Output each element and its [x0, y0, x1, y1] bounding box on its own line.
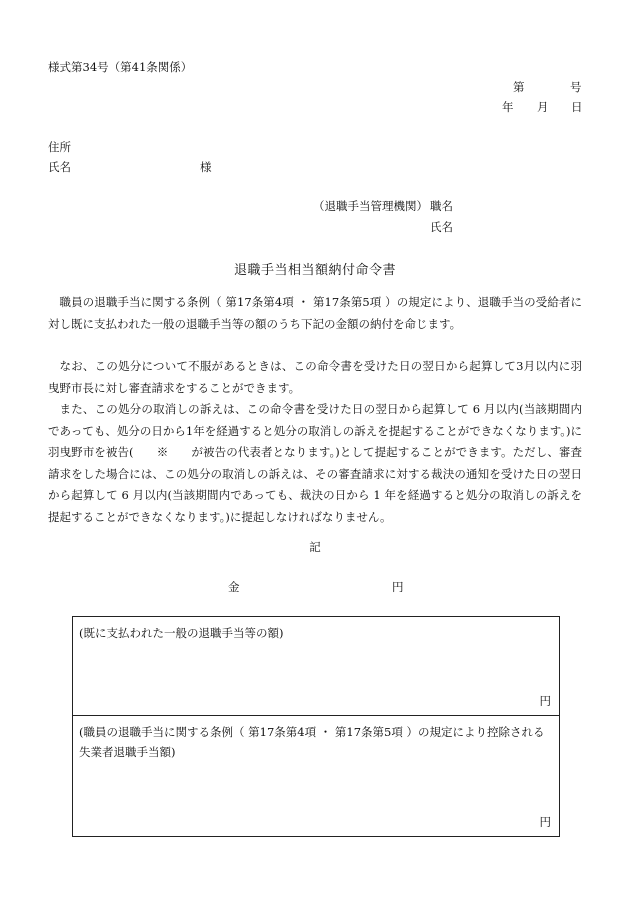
paid-amount-box	[72, 616, 560, 716]
document-title: 退職手当相当額納付命令書	[233, 263, 396, 278]
issuer-title-label: 職名	[430, 199, 453, 213]
paragraph-lawsuit: また、この処分の取消しの訴えは、この命令書を受けた日の翌日から起算して 6 月以内(当該期間内であっても、処分の日から1年を経過すると処分の取消しの訴えを提起することができなくなります。)に羽曳野市を被告( ※ が被告の代表者となります。)として提起することができます。ただし、審査請求をした場合には、この処分の取消しの訴えは、その審査請求に対する裁決の通知を受けた日の翌日から起算して 6 月以内(当該期間内であっても、裁決の日から 1 年を経過すると処分の取消しの訴えを提起することができなくなります。)に提起しなければなりません。	[48, 402, 583, 524]
number-prefix: 第	[513, 80, 525, 94]
amount-label: 金	[228, 580, 240, 594]
deducted-amount-label: (職員の退職手当に関する条例（ 第17条第4項 ・ 第17条第5項 ）の規定により控除される失業者退職手当額)	[79, 725, 545, 759]
number-suffix: 号	[570, 80, 582, 94]
address-label: 住所	[48, 140, 71, 154]
ki-heading: 記	[309, 540, 321, 554]
date-month: 月	[537, 100, 549, 114]
issuer-name-label: 氏名	[430, 220, 453, 234]
paid-amount-label: (既に支払われた一般の退職手当等の額)	[79, 626, 284, 640]
honorific: 様	[200, 160, 212, 174]
amount-unit: 円	[392, 580, 404, 594]
paid-amount-unit: 円	[539, 694, 551, 708]
issuer-agency: （退職手当管理機関）	[313, 199, 428, 213]
deducted-amount-unit: 円	[539, 815, 551, 829]
date-year: 年	[502, 100, 514, 114]
paragraph-appeal: なお、この処分について不服があるときは、この命令書を受けた日の翌日から起算して3月以内に羽曳野市長に対し審査請求をすることができます。	[48, 359, 582, 395]
paragraph-order: 職員の退職手当に関する条例（ 第17条第4項 ・ 第17条第5項 ）の規定により、退職手当の受給者に対し既に支払われた一般の退職手当等の額のうち下記の金額の納付を命じます。	[48, 295, 582, 331]
name-label: 氏名	[48, 160, 71, 174]
deducted-amount-box	[72, 715, 560, 837]
form-number: 様式第34号（第41条関係）	[48, 60, 193, 74]
date-day: 日	[571, 100, 583, 114]
